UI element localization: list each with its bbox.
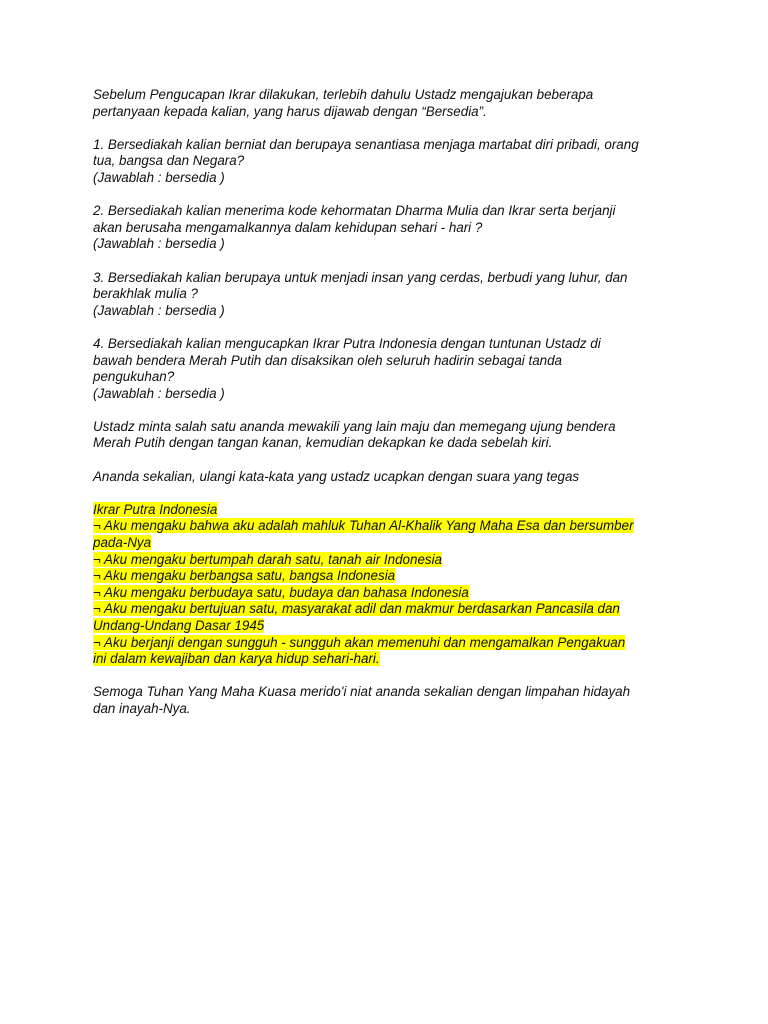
question-line: 1. Bersediakah kalian berniat dan berupaya senantiasa menjaga martabat diri pribadi, orang [93,136,639,152]
pledge-title: Ikrar Putra Indonesia [93,501,218,517]
pledge-line: ini dalam kewajiban dan karya hidup sehari-hari. [93,651,380,667]
question-line: 4. Bersediakah kalian mengucapkan Ikrar Putra Indonesia dengan tuntunan Ustadz di [93,335,601,351]
instruction-line: Merah Putih dengan tangan kanan, kemudian dekapkan ke dada sebelah kiri. [93,435,553,451]
pledge-block [93,502,683,668]
instruction-paragraph [93,419,683,452]
pledge-line: ¬ Aku mengaku bertumpah darah satu, tanah air Indonesia [93,551,443,567]
question-answer: (Jawablah : bersedia ) [93,169,225,185]
question-line: berakhlak mulia ? [93,286,198,302]
pledge-line: ¬ Aku mengaku bertujuan satu, masyarakat adil dan makmur berdasarkan Pancasila dan [93,601,620,617]
question-3 [93,270,683,320]
question-line: tua, bangsa dan Negara? [93,153,245,169]
closing-line: dan inayah-Nya. [93,700,191,716]
closing-paragraph [93,684,683,717]
closing-line: Semoga Tuhan Yang Maha Kuasa merido'i niat ananda sekalian dengan limpahan hidayah [93,684,631,700]
instruction-line: Ustadz minta salah satu ananda mewakili yang lain maju dan memegang ujung bendera [93,418,616,434]
question-line: 2. Bersediakah kalian menerima kode kehormatan Dharma Mulia dan Ikrar serta berjanji [93,203,616,219]
question-answer: (Jawablah : bersedia ) [93,302,225,318]
question-4 [93,336,683,402]
pledge-line: ¬ Aku mengaku bahwa aku adalah mahluk Tuhan Al-Khalik Yang Maha Esa dan bersumber [93,518,634,534]
question-line: akan berusaha mengamalkannya dalam kehidupan sehari - hari ? [93,219,483,235]
question-line: 3. Bersediakah kalian berupaya untuk menjadi insan yang cerdas, berbudi yang luhur, dan [93,269,628,285]
pledge-line: ¬ Aku berjanji dengan sungguh - sungguh akan memenuhi dan mengamalkan Pengakuan [93,634,626,650]
intro-line: Sebelum Pengucapan Ikrar dilakukan, terlebih dahulu Ustadz mengajukan beberapa [93,87,594,102]
question-2 [93,203,683,253]
question-line: bawah bendera Merah Putih dan disaksikan oleh seluruh hadirin sebagai tanda [93,352,562,368]
intro-line: pertanyaan kepada kalian, yang harus dijawab dengan “Bersedia”. [93,103,487,119]
question-1 [93,137,683,187]
repeat-prompt-line: Ananda sekalian, ulangi kata-kata yang ustadz ucapkan dengan suara yang tegas [93,468,580,484]
repeat-prompt [93,469,683,486]
intro-paragraph [93,87,683,120]
pledge-line: ¬ Aku mengaku berbangsa satu, bangsa Indonesia [93,568,396,584]
document-body [93,87,683,734]
pledge-line: ¬ Aku mengaku berbudaya satu, budaya dan bahasa Indonesia [93,584,469,600]
question-line: pengukuhan? [93,369,175,385]
pledge-line: Undang-Undang Dasar 1945 [93,618,265,633]
question-answer: (Jawablah : bersedia ) [93,236,225,252]
question-answer: (Jawablah : bersedia ) [93,385,225,401]
pledge-line: pada-Nya [93,535,152,551]
